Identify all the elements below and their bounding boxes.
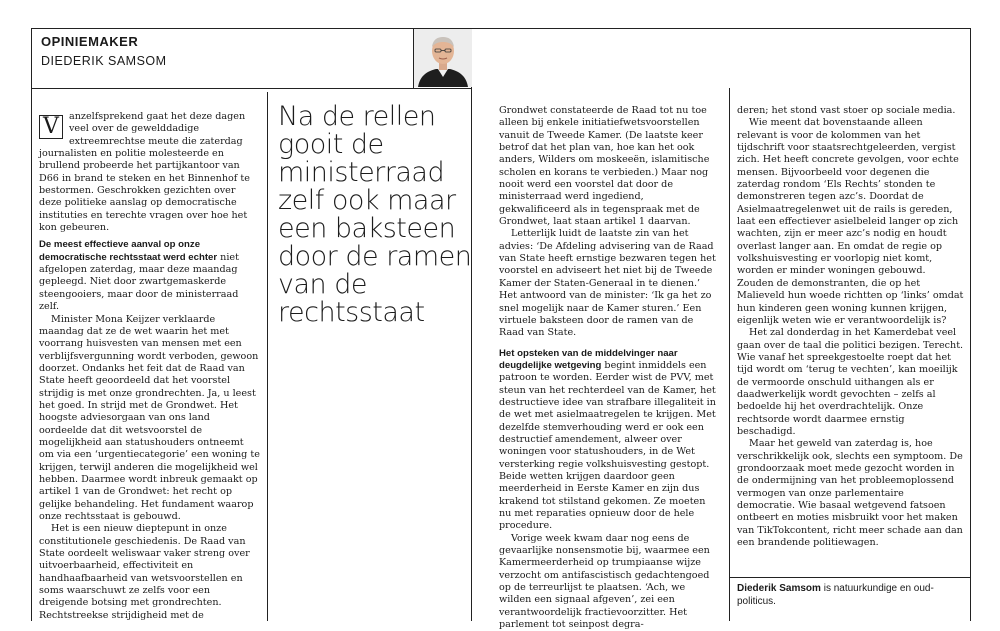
column-header: [31, 28, 471, 89]
bio-name: Diederik Samsom: [737, 583, 821, 594]
column-divider-left: [267, 92, 268, 621]
subheading: Het opsteken van de middelvinger naar deugdelijke wetgeving: [499, 347, 678, 371]
paragraph: niet afgelopen zaterdag, maar deze maandag gepleegd. Niet door zwartgemaskerde steengooiers, maar door de ministerraad zelf.: [39, 251, 239, 313]
subheading: De meest effectieve aanval op onze democratische rechtsstaat werd echter: [39, 239, 218, 263]
author-portrait: [414, 29, 472, 87]
paragraph: Maar het geweld van zaterdag is, hoe verschrikkelijk ook, slechts een symptoom. De grondoorzaak moet mede gezocht worden in de ondermijning van het probleemoplossend vermogen van onze parlementaire democratie. Wie basaal wetgevend fatsoen ontbeert en moties misbruikt voor het maken van TikTokcontent, richt meer schade aan dan een brandende politiewagen.: [737, 438, 963, 549]
author-bio: [737, 583, 964, 608]
paragraph: Minister Mona Keijzer verklaarde maandag dat ze de wet waarin het met voorrang huisvesten van mensen met een verblijfsvergunning wordt verboden, gewoon doorzet. Ondanks het feit dat de Raad van State heeft geoordeeld dat het voorstel strijdig is met onze grondrechten. Ja, u leest het goed. In strijd met de Grondwet. Het hoogste adviesorgaan van ons land oordeelde dat dit wetsvoorstel de mogelijkheid aan statushouders ontneemt om via een ‘urgentiecategorie’ een woning te krijgen, terwijl anderen die mogelijkheid wel hebben. Daarmee wordt inbreuk gemaakt op artikel 1 van de Grondwet: het recht op gelijke behandeling. Het fundament waarop onze rechtsstaat is gebouwd.: [39, 313, 260, 522]
drop-cap: V: [39, 115, 63, 139]
article-column-1: [39, 111, 261, 622]
bio-divider: [729, 577, 970, 578]
bio-text: is natuurkundige en oud-politicus.: [737, 583, 934, 607]
paragraph: begint inmiddels een patroon te worden. Eerder wist de PVV, met steun van het rechterdeel van de Kamer, het destructieve idee van strafbare illegaliteit in de wet met asielmaatregelen te krijgen. Met dezelfde stemverhouding werd er ook een destructief amendement, alweer over woningen voor statushouders, in de Wet versterking regie volkshuisvesting gestopt. Beide wetten krijgen daardoor geen meerderheid in Eerste Kamer en zijn dus krakend tot stilstand gekomen. Ze moeten nu met reparaties opnieuw door de hele procedure.: [499, 359, 716, 532]
paragraph: deren; het stond vast stoer op sociale media.: [737, 105, 956, 116]
intro-paragraph: anzelfsprekend gaat het deze dagen veel over de gewelddadige extreemrechtse meute die zaterdag journalisten en politie molesteerde en brullend probeerde het partijkantoor van D66 in brand te steken en het Binnenhof te bestormen. Geschrokken gezichten over deze politieke aanslag op democratische instituties en terechte vragen over hoe het kon gebeuren.: [39, 111, 250, 234]
article-headline: Na de rellen gooit de ministerraad zelf ook maar een baksteen door de ramen van de rechtsstaat: [278, 101, 472, 328]
paragraph: Vorige week kwam daar nog eens de gevaarlijke nonsensmotie bij, waarmee een Kamermeerderheid op trumpiaanse wijze verzocht om antifascistisch gedachtengoed op de terreurlijst te plaatsen. ‘Ach, we wilden een signaal afgeven’, zei een verantwoordelijk fractievoorzitter. Het parlement tot seinpost degra-: [499, 532, 710, 631]
paragraph: Het is een nieuw dieptepunt in onze constitutionele geschiedenis. De Raad van State oordeelt weliswaar vaker streng over uitvoerbaarheid, effectiviteit en handhaafbaarheid van wetsvoorstellen en soms waarschuwt ze zelfs voor een dreigende botsing met grondrechten. Rechtstreekse strijdigheid met de: [39, 523, 250, 621]
article-column-3: [499, 105, 717, 631]
paragraph: Letterlijk luidt de laatste zin van het advies: ‘De Afdeling advisering van de Raad van State heeft ernstige bezwaren tegen het voorstel en adviseert het niet bij de Tweede Kamer der Staten-Generaal in te dienen.’ Het antwoord van de minister: ‘Ik ga het zo snel mogelijk naar de Kamer sturen.’ Een virtuele baksteen door de ramen van de Raad van State.: [499, 228, 716, 339]
article-column-4: [737, 105, 964, 549]
paragraph: Grondwet constateerde de Raad tot nu toe alleen bij enkele initiatiefwetsvoorstellen vanuit de Tweede Kamer. (De laatste keer betrof dat het plan van, hoe kan het ook anders, Wilders om moskeeën, islamitische scholen en korans te verbieden.) Maar nog nooit werd een voorstel dat door de ministerraad werd ingediend, gekwalificeerd als in tegenspraak met de Grondwet, laat staan artikel 1 daarvan.: [499, 105, 710, 228]
column-divider-right: [729, 88, 730, 621]
paragraph: Het zal donderdag in het Kamerdebat veel gaan over de taal die politici bezigen. Terecht. Wie vanaf het spreekgestoelte roept dat het tijd wordt om ‘terug te vechten’, kan moeilijk de vermoorde onschuld uithangen als er daadwerkelijk wordt gevochten – zelfs al bedoelde hij het overdrachtelijk. Onze rechtsorde wordt daarmee ernstig beschadigd.: [737, 327, 964, 437]
author-byline: DIEDERIK SAMSOM: [41, 54, 167, 68]
paragraph: Wie meent dat bovenstaande alleen relevant is voor de kolommen van het tijdschrift voor staatsrechtgeleerden, vergist zich. Het heeft concrete gevolgen, voor echte mensen. Bijvoorbeeld voor degenen die zaterdag rondom ‘Els Rechts’ stonden te demonstreren tegen azc’s. Doordat de Asielmaatregelenwet uit de rails is gereden, laat een effectiever asielbeleid langer op zich wachten, zijn er meer azc’s nodig en houdt overlast langer aan. En omdat de regie op volkshuisvesting er voorlopig niet komt, worden er minder woningen gebouwd. Zouden de demonstranten, die op het Malieveld hun woede richtten op ‘links’ omdat hun kinderen geen woning kunnen krijgen, eigenlijk weten wie er verantwoordelijk is?: [737, 117, 964, 326]
kicker-label: OPINIEMAKER: [41, 34, 139, 49]
